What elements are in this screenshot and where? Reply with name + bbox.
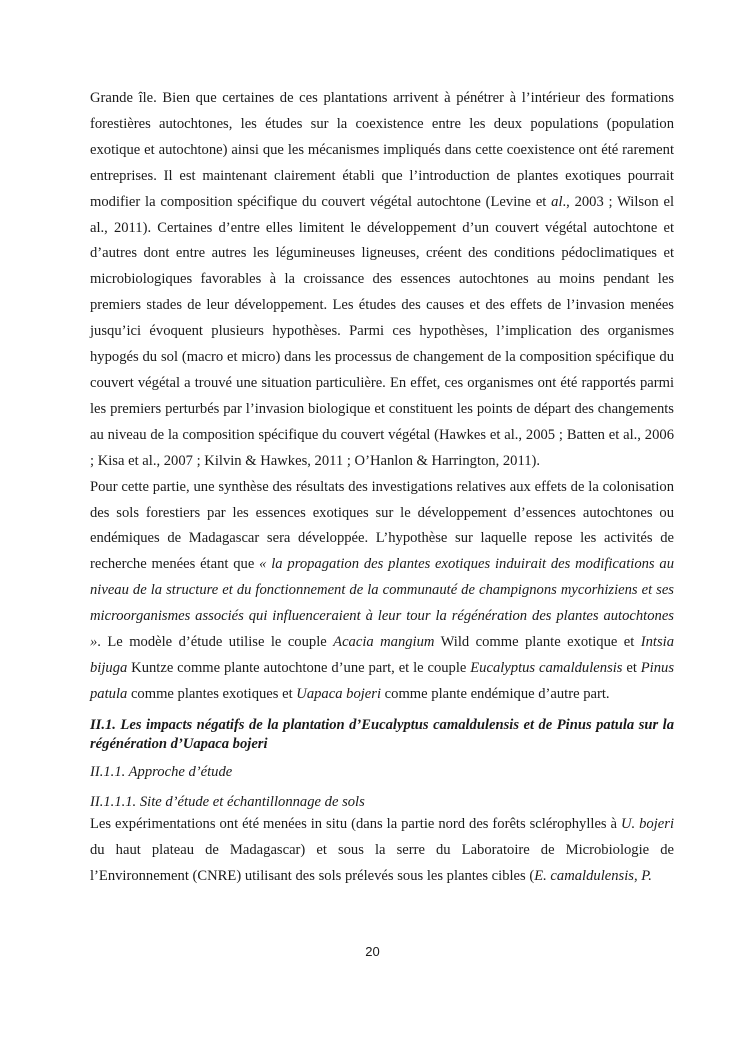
- text-run: comme plante endémique d’autre part.: [381, 685, 610, 702]
- text-run: ., 2003 ; Wilson el al., 2011). Certaines d’entre elles limitent le développement d’un couvert végétal autochtone et d’autres dont entre autres les légumineuses ligneuses, créent des conditions pédoclimatiques et microbiologiques favorables à la croissance des essences autochtones au moins pendant les premiers stades de leur développement. Les études des causes et des effets de l’invasion menées jusqu’ici évoquent plusieurs hypothèses. Parmi ces hypothèses, l’implication des organismes hypogés du sol (macro et micro) dans les processus de changement de la composition spécifique du couvert végétal a trouvé une situation particulière. En effet, ces organismes ont été rapportés parmi les premiers perturbés par l’invasion biologique et constituent les points de départ des changements au niveau de la composition spécifique du couvert végétal (Hawkes et al., 2005 ; Batten et al., 2006 ; Kisa et al., 2007 ; Kilvin & Hawkes, 2011 ; O’Hanlon & Harrington, 2011).: [90, 193, 674, 469]
- page-body: [90, 86, 674, 889]
- page-number: 20: [365, 944, 380, 959]
- species-name: Eucalyptus camaldulensis: [470, 659, 623, 676]
- species-name: Acacia mangium: [333, 634, 435, 651]
- text-run-italic: al: [551, 193, 563, 210]
- species-name: Intsia bijuga: [90, 634, 674, 676]
- text-run: Kuntze comme plante autochtone d’une part, et le couple: [127, 659, 471, 676]
- section-heading: II.1. Les impacts négatifs de la plantation d’Eucalyptus camaldulensis et de Pinus patula sur la régénération d’Uapaca bojeri: [90, 716, 674, 752]
- text-run: ,: [633, 867, 642, 884]
- text-run: du haut plateau de Madagascar) et sous la serre du Laboratoire de Microbiologie de l’Environnement (CNRE) utilisant des sols prélevés sous les plantes cibles (: [90, 841, 674, 884]
- text-run: et: [622, 659, 641, 676]
- subsubsection-heading: II.1.1.1. Site d’étude et échantillonnage de sols: [90, 793, 365, 810]
- paragraph-methods: [90, 812, 674, 890]
- subsection-heading: II.1.1. Approche d’étude: [90, 763, 233, 780]
- species-name: E. camaldulensis: [534, 867, 634, 884]
- paragraph-research-hypothesis: [90, 475, 674, 708]
- hypothesis-quote: « la propagation des plantes exotiques induirait des modifications au niveau de la structure et du fonctionnement de la communauté de champignons mycorhiziens et ses microorganismes associés qui influenceraient à leur tour la régénération des plantes autochtones »: [90, 556, 674, 651]
- text-run: Les expérimentations ont été menées in situ (dans la partie nord des forêts sclérophylles à: [90, 815, 621, 832]
- species-name: U. bojeri: [621, 815, 674, 832]
- text-run: . Le modèle d’étude utilise le couple: [97, 634, 334, 651]
- text-run: Pour cette partie, une synthèse des résultats des investigations relatives aux effets de la colonisation des sols forestiers par les essences exotiques sur le développement d’essences autochtones ou endémiques de Madagascar sera développée. L’hypothèse sur laquelle repose les activités de recherche menées étant que: [90, 478, 674, 573]
- species-name: Pinus patula: [90, 659, 674, 702]
- text-run: Wild comme plante exotique et: [434, 634, 641, 651]
- species-name: P.: [641, 867, 652, 884]
- paragraph-invasion-context: [90, 86, 674, 475]
- text-run: Grande île. Bien que certaines de ces plantations arrivent à pénétrer à l’intérieur des formations forestières autochtones, les études sur la coexistence entre les deux populations (population exotique et autochtone) ainsi que les mécanismes impliqués dans cette coexistence ont été rarement entreprises. Il est maintenant clairement établi que l’introduction de plantes exotiques pourrait modifier la composition spécifique du couvert végétal autochtone (Levine et: [90, 90, 674, 210]
- species-name: Uapaca bojeri: [296, 685, 382, 702]
- text-run: comme plantes exotiques et: [127, 685, 297, 702]
